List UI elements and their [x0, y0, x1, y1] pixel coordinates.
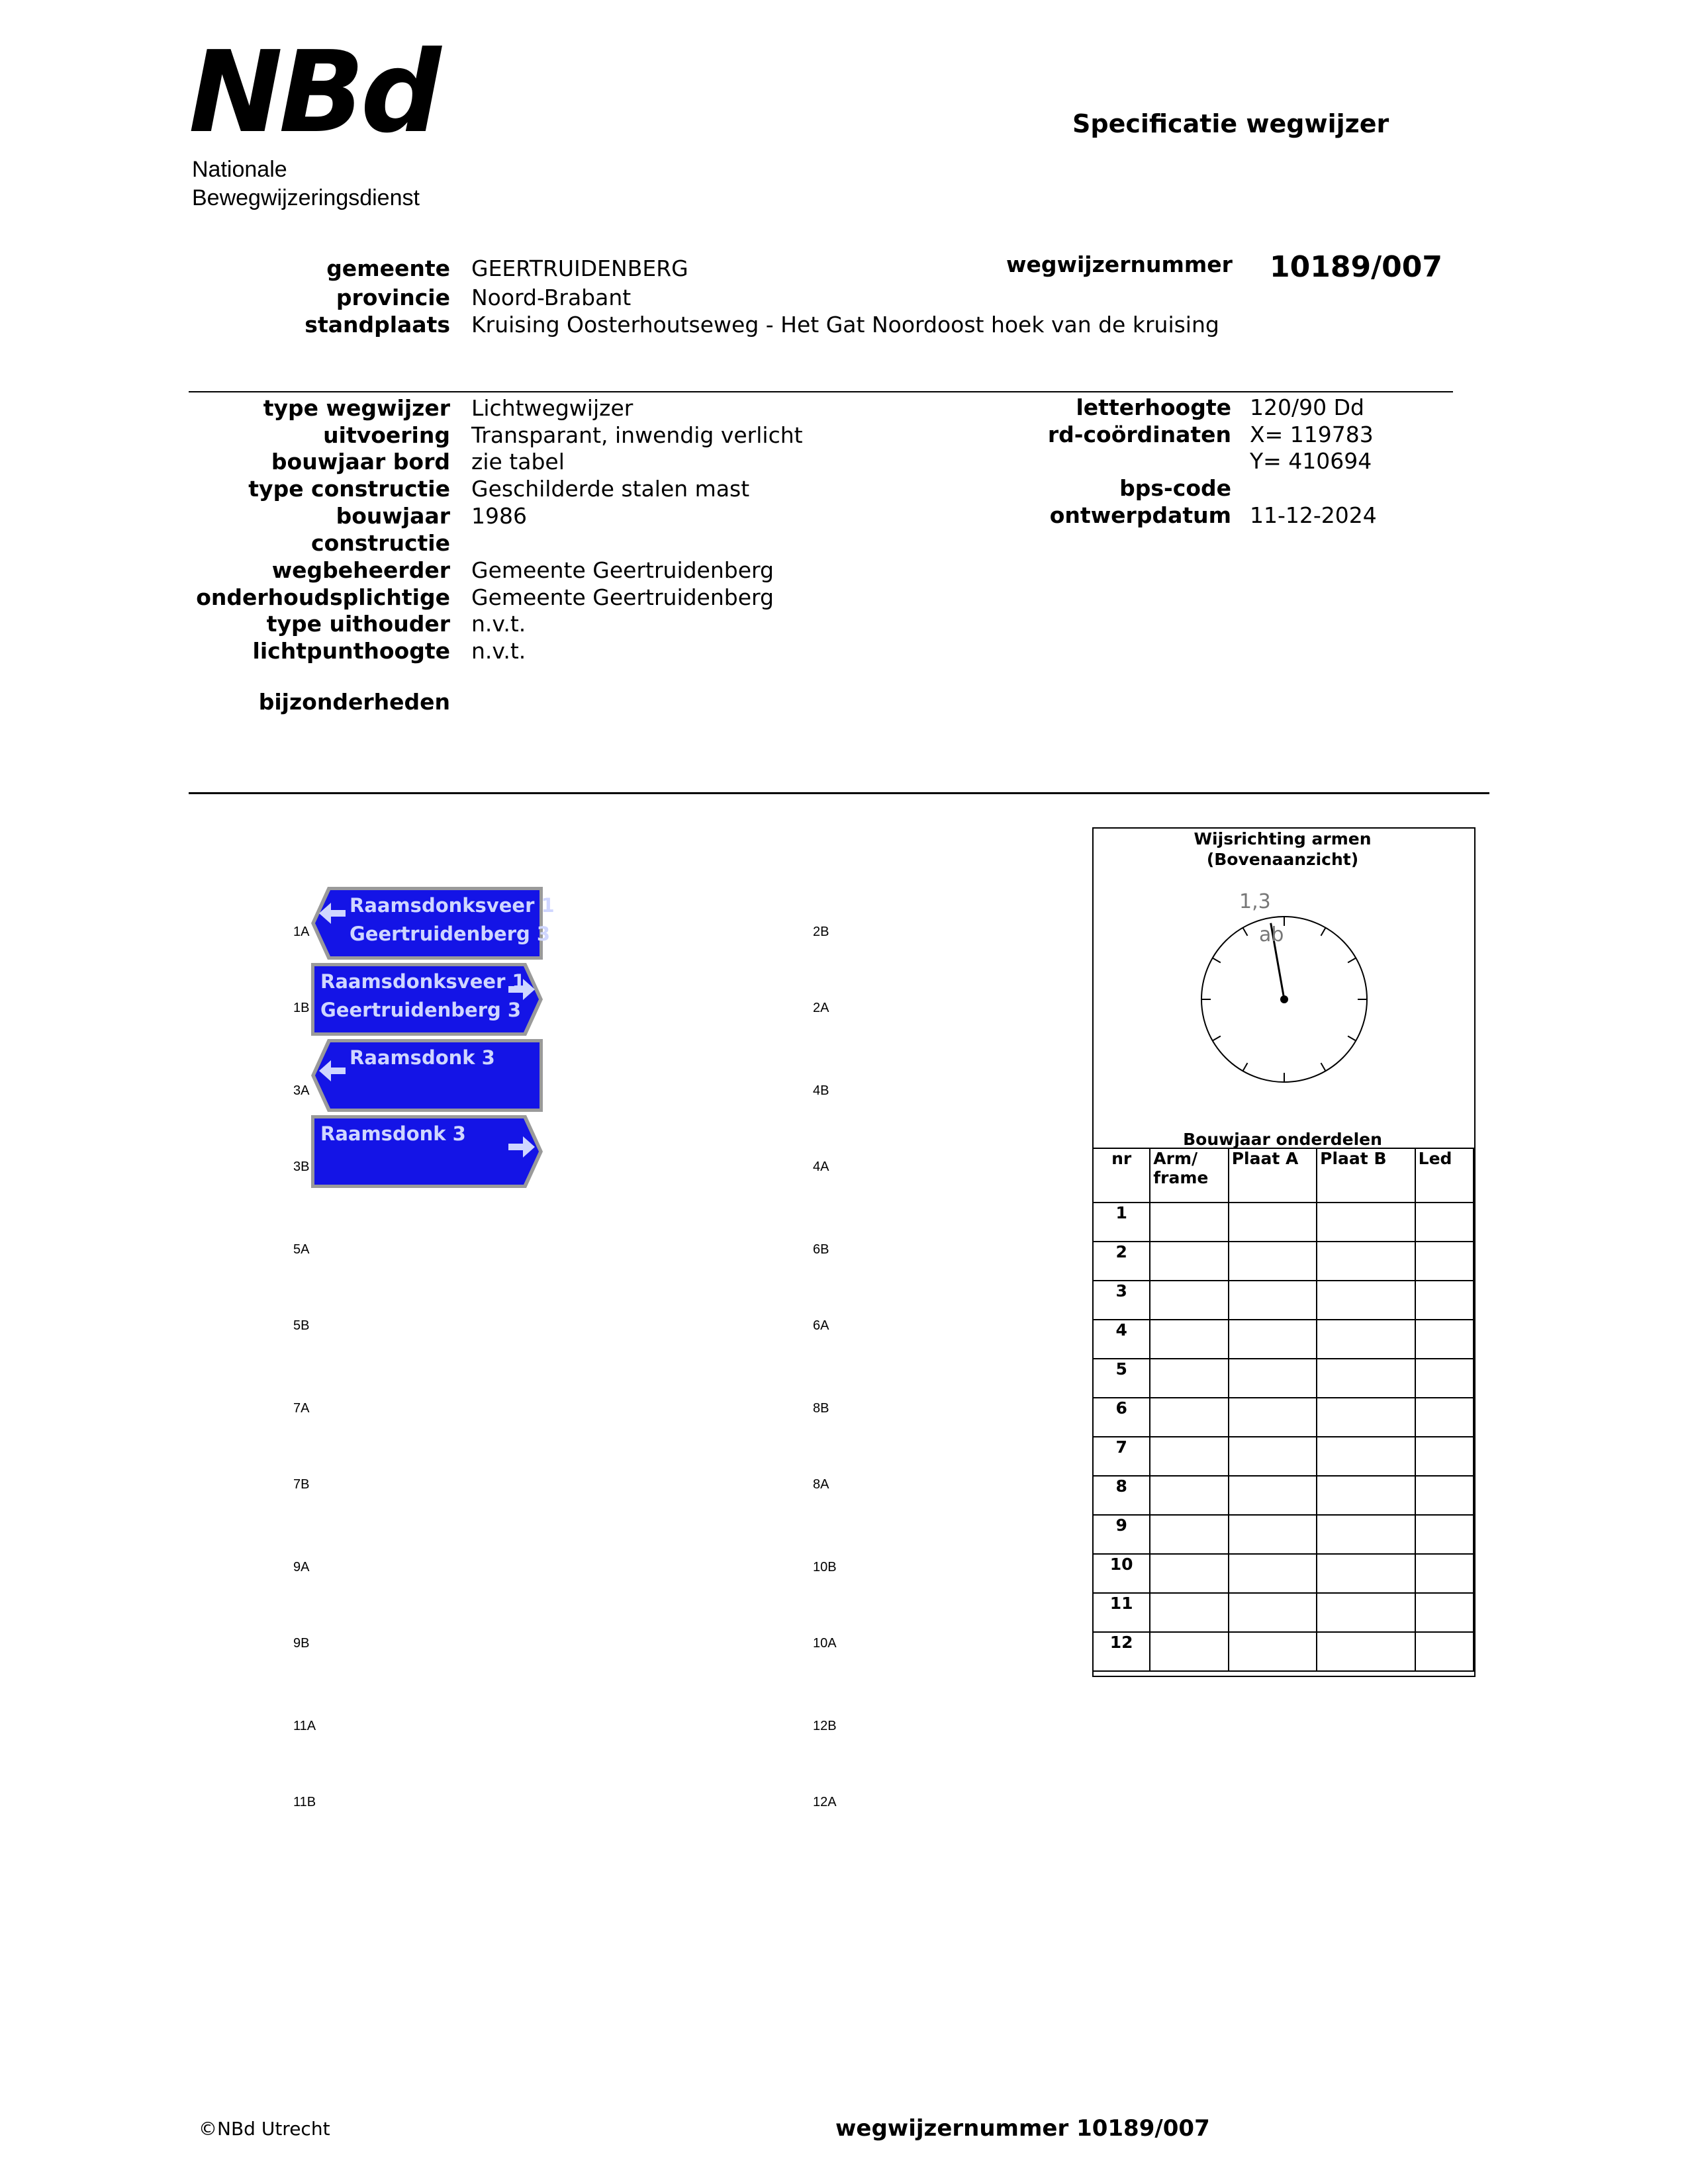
bouwjaar-nr: 8 — [1093, 1476, 1150, 1515]
slot-label-right: 2B — [813, 925, 829, 939]
compass-tick — [1213, 958, 1221, 963]
bouwjaar-cell — [1229, 1593, 1317, 1632]
bouwjaar-cell — [1415, 1203, 1474, 1242]
provincie-value: Noord-Brabant — [471, 285, 632, 310]
bouwjaar-cell — [1415, 1593, 1474, 1632]
bouwjaar-cell — [1415, 1281, 1474, 1320]
bouwjaar-cell — [1317, 1242, 1415, 1281]
bouwjaar-cell — [1150, 1593, 1228, 1632]
bouwjaar-cell — [1415, 1437, 1474, 1476]
bouwjaar-cell — [1150, 1242, 1228, 1281]
bouwjaar-title: Bouwjaar onderdelen — [1183, 1130, 1382, 1149]
slot-label-left: 9A — [293, 1560, 310, 1574]
compass-diagram — [1185, 880, 1383, 1092]
bouwjaar-cell — [1317, 1593, 1415, 1632]
bouwjaar-header: Plaat B — [1317, 1148, 1415, 1203]
spec-label: constructie — [311, 530, 450, 556]
letterhoogte-value: 120/90 Dd — [1250, 394, 1364, 420]
sign-text: Raamsdonksveer 1 — [350, 894, 555, 917]
compass-center — [1280, 995, 1288, 1003]
slot-label-left: 3B — [293, 1160, 310, 1174]
bouwjaar-cell — [1317, 1281, 1415, 1320]
gemeente-value: GEERTRUIDENBERG — [471, 255, 688, 281]
bouwjaar-cell — [1150, 1476, 1228, 1515]
slot-label-right: 4A — [813, 1160, 829, 1174]
bouwjaar-cell — [1229, 1554, 1317, 1593]
spec-value: Gemeente Geertruidenberg — [471, 584, 774, 610]
spec-label: type constructie — [248, 476, 450, 502]
wegwijzernummer-value: 10189/007 — [1270, 250, 1442, 284]
slot-label-right: 6B — [813, 1242, 829, 1257]
bouwjaar-row — [1093, 1593, 1474, 1632]
spec-value: zie tabel — [471, 449, 565, 475]
bouwjaar-cell — [1317, 1476, 1415, 1515]
compass-tick — [1243, 1063, 1248, 1071]
provincie-label: provincie — [336, 285, 450, 310]
spec-label: uitvoering — [323, 422, 450, 448]
bouwjaar-header: Arm/ frame — [1150, 1148, 1228, 1203]
slot-label-right: 8A — [813, 1477, 829, 1492]
divider-top — [189, 391, 1453, 392]
wijsrichting-title: Wijsrichting armen — [1194, 829, 1372, 848]
spec-value: Transparant, inwendig verlicht — [471, 422, 803, 448]
gemeente-label: gemeente — [326, 255, 450, 281]
standplaats-label: standplaats — [305, 312, 450, 338]
bouwjaar-row — [1093, 1554, 1474, 1593]
spec-label: lichtpunthoogte — [252, 638, 450, 664]
rd-x-value: X= 119783 — [1250, 422, 1374, 447]
slot-label-left: 11B — [293, 1795, 316, 1809]
rd-coordinaten-label: rd-coördinaten — [1047, 422, 1231, 447]
footer-wegwijzernummer: wegwijzernummer 10189/007 — [835, 2115, 1210, 2142]
bouwjaar-cell — [1415, 1632, 1474, 1671]
slot-label-right: 12A — [813, 1795, 837, 1809]
bouwjaar-nr: 6 — [1093, 1398, 1150, 1437]
wegwijzernummer-label: wegwijzernummer — [1006, 251, 1233, 277]
sign-text: Geertruidenberg 3 — [350, 923, 551, 945]
bouwjaar-cell — [1150, 1359, 1228, 1398]
bouwjaar-cell — [1150, 1515, 1228, 1554]
bouwjaar-cell — [1229, 1515, 1317, 1554]
bouwjaar-row — [1093, 1281, 1474, 1320]
footer-copyright: ©NBd Utrecht — [199, 2118, 330, 2140]
compass-tick — [1321, 928, 1326, 936]
bouwjaar-row — [1093, 1359, 1474, 1398]
slot-label-right: 6A — [813, 1318, 829, 1333]
bouwjaar-row — [1093, 1632, 1474, 1671]
bouwjaar-table — [1092, 1148, 1474, 1672]
bouwjaar-cell — [1229, 1281, 1317, 1320]
bouwjaar-nr: 7 — [1093, 1437, 1150, 1476]
slot-label-left: 7A — [293, 1401, 310, 1416]
letterhoogte-label: letterhoogte — [1076, 394, 1231, 420]
bouwjaar-cell — [1415, 1476, 1474, 1515]
bouwjaar-cell — [1150, 1398, 1228, 1437]
bouwjaar-row — [1093, 1203, 1474, 1242]
spec-label: type uithouder — [266, 611, 450, 637]
compass-tick — [1243, 928, 1248, 936]
bouwjaar-cell — [1150, 1320, 1228, 1359]
spec-value: Lichtwegwijzer — [471, 395, 633, 421]
bouwjaar-row — [1093, 1398, 1474, 1437]
org-name-line1: Nationale — [192, 157, 287, 182]
slot-label-left: 3A — [293, 1083, 310, 1098]
bouwjaar-cell — [1150, 1203, 1228, 1242]
ontwerpdatum-label: ontwerpdatum — [1049, 502, 1231, 528]
slot-label-left: 1B — [293, 1001, 310, 1015]
bouwjaar-cell — [1317, 1203, 1415, 1242]
slot-label-right: 10A — [813, 1636, 837, 1651]
slot-label-right: 4B — [813, 1083, 829, 1098]
bouwjaar-nr: 2 — [1093, 1242, 1150, 1281]
rd-y-value: Y= 410694 — [1250, 448, 1372, 474]
standplaats-value: Kruising Oosterhoutseweg - Het Gat Noordoost hoek van de kruising — [471, 312, 1219, 338]
nbd-logo: NBd — [189, 27, 438, 158]
slot-label-right: 8B — [813, 1401, 829, 1416]
bouwjaar-cell — [1317, 1437, 1415, 1476]
compass-tick — [1321, 1063, 1326, 1071]
bouwjaar-cell — [1150, 1554, 1228, 1593]
bouwjaar-cell — [1415, 1242, 1474, 1281]
bijzonderheden-label: bijzonderheden — [258, 689, 450, 715]
bouwjaar-cell — [1229, 1632, 1317, 1671]
bouwjaar-cell — [1229, 1359, 1317, 1398]
slot-label-left: 9B — [293, 1636, 310, 1651]
signs-drawing — [311, 887, 556, 1205]
slot-label-right: 10B — [813, 1560, 837, 1574]
ab-label: ab — [1259, 923, 1284, 946]
bouwjaar-row — [1093, 1476, 1474, 1515]
spec-label: wegbeheerder — [271, 557, 450, 583]
sign-text: Raamsdonk 3 — [350, 1046, 495, 1069]
bouwjaar-row — [1093, 1242, 1474, 1281]
bouwjaar-nr: 5 — [1093, 1359, 1150, 1398]
slot-label-right: 12B — [813, 1719, 837, 1733]
compass-tick — [1348, 1036, 1356, 1041]
sign-text: Raamsdonksveer 1 — [320, 970, 526, 993]
bouwjaar-row — [1093, 1320, 1474, 1359]
org-name-line2: Bewegwijzeringsdienst — [192, 185, 420, 210]
slot-label-left: 11A — [293, 1719, 316, 1733]
bouwjaar-cell — [1229, 1242, 1317, 1281]
slot-label-left: 5A — [293, 1242, 310, 1257]
divider-bottom — [189, 792, 1489, 794]
bouwjaar-nr: 10 — [1093, 1554, 1150, 1593]
bouwjaar-cell — [1415, 1398, 1474, 1437]
bouwjaar-header: Plaat A — [1229, 1148, 1317, 1203]
bouwjaar-cell — [1317, 1632, 1415, 1671]
spec-label: bouwjaar — [336, 503, 450, 529]
arm-label: 1,3 — [1239, 890, 1271, 913]
document-title: Specificatie wegwijzer — [1072, 109, 1389, 138]
spec-label: type wegwijzer — [263, 395, 450, 421]
bouwjaar-cell — [1150, 1437, 1228, 1476]
bouwjaar-cell — [1229, 1320, 1317, 1359]
bouwjaar-cell — [1229, 1203, 1317, 1242]
wijsrichting-subtitle: (Bovenaanzicht) — [1206, 850, 1359, 869]
compass-tick — [1213, 1036, 1221, 1041]
bouwjaar-cell — [1317, 1515, 1415, 1554]
spec-value: n.v.t. — [471, 611, 526, 637]
bouwjaar-cell — [1317, 1554, 1415, 1593]
bouwjaar-cell — [1415, 1359, 1474, 1398]
bouwjaar-cell — [1150, 1632, 1228, 1671]
bouwjaar-row — [1093, 1515, 1474, 1554]
bouwjaar-nr: 3 — [1093, 1281, 1150, 1320]
ontwerpdatum-value: 11-12-2024 — [1250, 502, 1377, 528]
bouwjaar-cell — [1317, 1398, 1415, 1437]
bouwjaar-cell — [1415, 1554, 1474, 1593]
spec-value: 1986 — [471, 503, 527, 529]
bouwjaar-nr: 4 — [1093, 1320, 1150, 1359]
spec-value: n.v.t. — [471, 638, 526, 664]
sign-text: Geertruidenberg 3 — [320, 999, 522, 1021]
bouwjaar-nr: 12 — [1093, 1632, 1150, 1671]
bouwjaar-cell — [1229, 1476, 1317, 1515]
spec-label: bouwjaar bord — [271, 449, 450, 475]
spec-label: onderhoudsplichtige — [196, 584, 450, 610]
compass-tick — [1348, 958, 1356, 963]
bouwjaar-header: nr — [1093, 1148, 1150, 1203]
bouwjaar-nr: 1 — [1093, 1203, 1150, 1242]
bouwjaar-cell — [1229, 1398, 1317, 1437]
spec-value: Geschilderde stalen mast — [471, 476, 750, 502]
bouwjaar-nr: 9 — [1093, 1515, 1150, 1554]
bouwjaar-cell — [1150, 1281, 1228, 1320]
bouwjaar-cell — [1317, 1359, 1415, 1398]
bouwjaar-row — [1093, 1437, 1474, 1476]
bouwjaar-header: Led — [1415, 1148, 1474, 1203]
slot-label-right: 2A — [813, 1001, 829, 1015]
slot-label-left: 1A — [293, 925, 310, 939]
bouwjaar-cell — [1317, 1320, 1415, 1359]
bouwjaar-cell — [1229, 1437, 1317, 1476]
bouwjaar-nr: 11 — [1093, 1593, 1150, 1632]
bps-code-label: bps-code — [1119, 475, 1231, 501]
slot-label-left: 5B — [293, 1318, 310, 1333]
sign-text: Raamsdonk 3 — [320, 1122, 466, 1145]
slot-label-left: 7B — [293, 1477, 310, 1492]
bouwjaar-cell — [1415, 1515, 1474, 1554]
bouwjaar-cell — [1415, 1320, 1474, 1359]
spec-value: Gemeente Geertruidenberg — [471, 557, 774, 583]
